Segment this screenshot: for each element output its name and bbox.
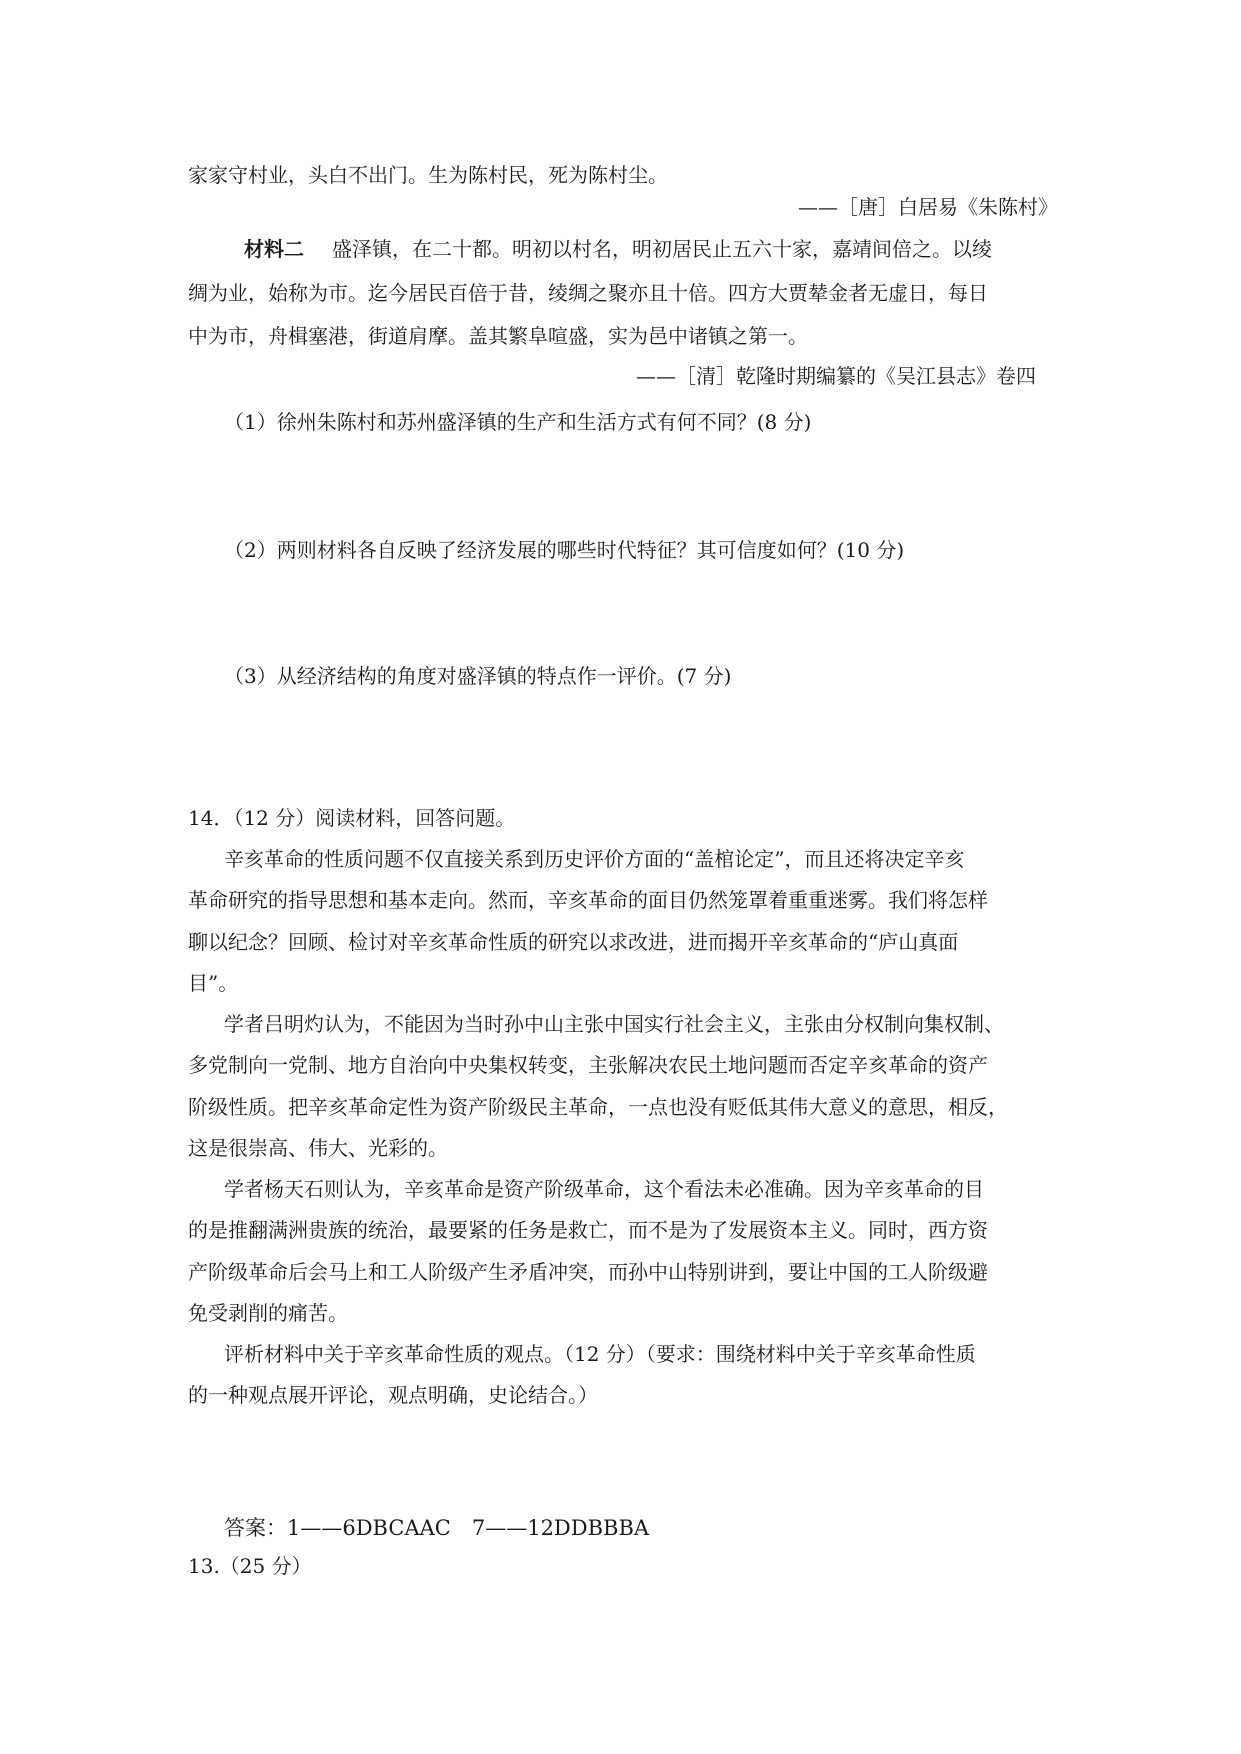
q14-para1-line: 目”。 (188, 971, 239, 995)
material1-poem-line: 家家守村业，头白不出门。生为陈村民，死为陈村尘。 (188, 163, 668, 187)
q14-header: 14．（12 分）阅读材料，回答问题。 (188, 806, 516, 830)
material2-line-3: 中为市，舟楫塞港，街道肩摩。盖其繁阜喧盛，实为邑中诸镇之第一。 (188, 324, 808, 348)
q14-para4-line: 评析材料中关于辛亥革命性质的观点。（12 分）（要求：围绕材料中关于辛亥革命性质 (224, 1342, 976, 1366)
material1-source: ——［唐］白居易《朱陈村》 (798, 195, 1058, 219)
material2-label: 材料二 (244, 237, 304, 261)
q13-sub2: （2）两则材料各自反映了经济发展的哪些时代特征？其可信度如何？(10 分) (224, 538, 905, 562)
q14-para1-line: 聊以纪念？回顾、检讨对辛亥革命性质的研究以求改进，进而揭开辛亥革命的“庐山真面 (188, 930, 959, 954)
answers-q13-header: 13.（25 分） (188, 1554, 312, 1578)
q14-para2-line: 多党制向一党制、地方自治向中央集权转变，主张解决农民土地问题而否定辛亥革命的资产 (188, 1053, 988, 1077)
q14-para1-line: 革命研究的指导思想和基本走向。然而，辛亥革命的面目仍然笼罩着重重迷雾。我们将怎样 (188, 888, 988, 912)
q14-para1-line: 辛亥革命的性质问题不仅直接关系到历史评价方面的“盖棺论定”，而且还将决定辛亥 (224, 847, 965, 871)
q14-para3-line: 学者杨天石则认为，辛亥革命是资产阶级革命，这个看法未必准确。因为辛亥革命的目 (224, 1177, 984, 1201)
q14-para4-line: 的一种观点展开评论，观点明确，史论结合。） (188, 1383, 598, 1407)
material2-line-2: 绸为业，始称为市。迄今居民百倍于昔，绫绸之聚亦且十倍。四方大贾辇金者无虚日，每日 (188, 281, 988, 305)
material2-source: ——［清］乾隆时期编纂的《吴江县志》卷四 (636, 364, 1036, 388)
material2-line-1: 材料二 盛泽镇，在二十都。明初以村名，明初居民止五六十家，嘉靖间倍之。以绫 (244, 237, 992, 261)
q13-sub3: （3）从经济结构的角度对盛泽镇的特点作一评价。(7 分) (224, 664, 732, 688)
answers-line: 答案：1——6DBCAAC 7——12DDBBBA (224, 1516, 650, 1540)
q14-para2-line: 学者吕明灼认为，不能因为当时孙中山主张中国实行社会主义，主张由分权制向集权制、 (224, 1012, 1004, 1036)
q14-para2-line: 这是很崇高、伟大、光彩的。 (188, 1136, 448, 1160)
q14-para3-line: 的是推翻满洲贵族的统治，最要紧的任务是救亡，而不是为了发展资本主义。同时，西方资 (188, 1218, 988, 1242)
q13-sub1: （1）徐州朱陈村和苏州盛泽镇的生产和生活方式有何不同？(8 分) (224, 410, 812, 434)
q14-para3-line: 免受剥削的痛苦。 (188, 1301, 348, 1325)
q14-para2-line: 阶级性质。把辛亥革命定性为资产阶级民主革命，一点也没有贬低其伟大意义的意思，相反， (188, 1095, 1008, 1119)
q14-para3-line: 产阶级革命后会马上和工人阶级产生矛盾冲突，而孙中山特别讲到，要让中国的工人阶级避 (188, 1260, 988, 1284)
